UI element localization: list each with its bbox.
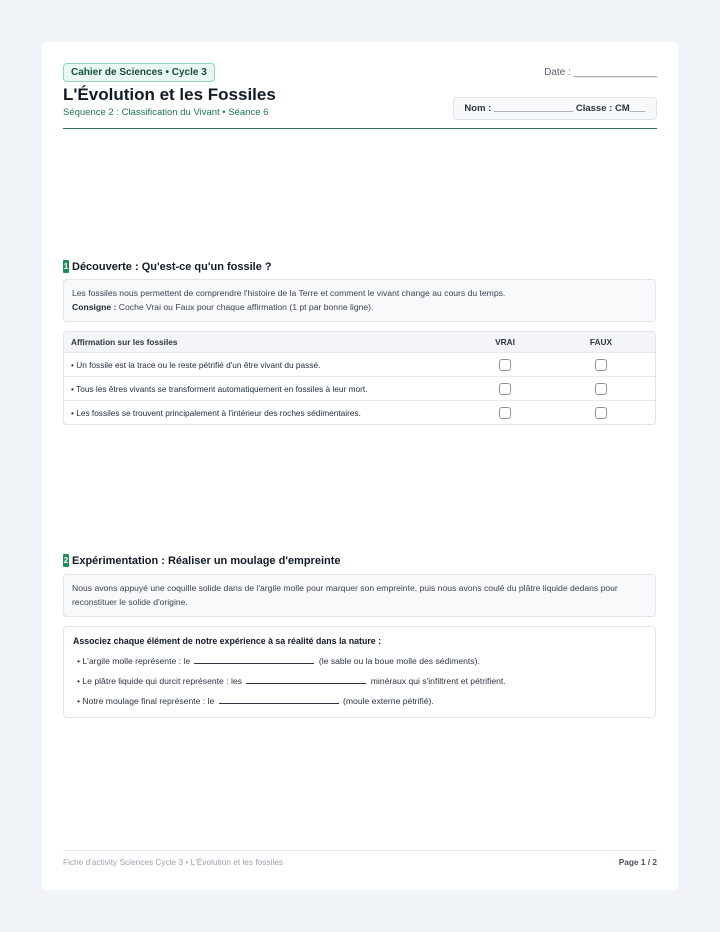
answer-blank[interactable]: [246, 675, 366, 684]
true-false-table: [63, 331, 656, 425]
true-checkbox[interactable]: [499, 359, 511, 371]
subject-badge: Cahier de Sciences • Cycle 3: [63, 63, 215, 82]
exercise-line: • Notre moulage final représente : le (moule externe pétrifié).: [77, 696, 434, 706]
line-prompt: Le plâtre liquide qui durcit représente : les: [82, 676, 242, 686]
matching-exercise: [63, 626, 656, 718]
page-number: Page 1 / 2: [618, 857, 657, 867]
false-checkbox[interactable]: [595, 383, 607, 395]
section-2-title: Expérimentation : Réaliser un moulage d'empreinte: [72, 554, 341, 567]
section-1-info-box: [63, 279, 656, 322]
exercise-line: • Le plâtre liquide qui durcit représente : les minéraux qui s'infiltrent et pétrifient.: [77, 676, 506, 686]
header-divider: [63, 128, 657, 129]
date-field: Date : _______________: [544, 67, 657, 78]
table-row: [64, 352, 655, 376]
section-1-intro: Les fossiles nous permettent de comprendre l'histoire de la Terre et comment le vivant change au cours du temps.: [72, 288, 506, 298]
table-row: [64, 400, 655, 424]
section-2-number: 2: [63, 556, 69, 565]
column-header-true: VRAI: [495, 337, 515, 347]
column-header-statement: Affirmation sur les fossiles: [71, 337, 178, 347]
line-prompt: Notre moulage final représente : le: [82, 696, 215, 706]
page-subtitle: Séquence 2 : Classification du Vivant • Séance 6: [63, 107, 269, 118]
table-header-row: [64, 332, 655, 352]
line-hint: minéraux qui s'infiltrent et pétrifient.: [370, 676, 506, 686]
exercise-line: • L'argile molle représente : le (le sable ou la boue molle des sédiments).: [77, 656, 480, 666]
answer-blank[interactable]: [194, 655, 314, 664]
false-checkbox[interactable]: [595, 407, 607, 419]
section-1-number: 1: [63, 262, 69, 271]
instruction-text: Coche Vrai ou Faux pour chaque affirmation (1 pt par bonne ligne).: [118, 302, 374, 312]
instruction-label: Consigne :: [72, 302, 117, 312]
exercise-title: Associez chaque élément de notre expérience à sa réalité dans la nature :: [73, 636, 382, 646]
footer-divider: [63, 850, 657, 851]
section-2-intro: Nous avons appuyé une coquille solide dans de l'argile molle pour marquer son empreinte, puis nous avons coulé du plâtre liquide dedans pour reconstituer le solide d'origine.: [72, 583, 618, 607]
statement-text: • Tous les êtres vivants se transforment automatiquement en fossiles à leur mort.: [71, 383, 368, 394]
section-2-heading: [63, 554, 341, 567]
worksheet-page: [42, 42, 678, 890]
section-2-info-box: [63, 574, 656, 617]
false-checkbox[interactable]: [595, 359, 607, 371]
section-1-instruction: [72, 300, 647, 314]
answer-blank[interactable]: [219, 695, 339, 704]
column-header-false: FAUX: [589, 337, 613, 347]
section-1-heading: [63, 260, 272, 273]
statement-text: • Les fossiles se trouvent principalement à l'intérieur des roches sédimentaires.: [71, 407, 361, 418]
line-hint: (le sable ou la boue molle des sédiments).: [318, 656, 480, 666]
true-checkbox[interactable]: [499, 407, 511, 419]
line-prompt: L'argile molle représente : le: [82, 656, 191, 666]
true-checkbox[interactable]: [499, 383, 511, 395]
statement-text: • Un fossile est la trace ou le reste pétrifié d'un être vivant du passé.: [71, 359, 321, 370]
section-1-title: Découverte : Qu'est-ce qu'un fossile ?: [72, 260, 272, 273]
table-row: [64, 376, 655, 400]
line-hint: (moule externe pétrifié).: [343, 696, 434, 706]
page-title: L'Évolution et les Fossiles: [63, 85, 276, 104]
footer-caption: Fiche d'activity Sciences Cycle 3 • L'Évolution et les fossiles: [63, 857, 284, 867]
name-class-field: Nom : _______________ Classe : CM___: [453, 97, 657, 120]
